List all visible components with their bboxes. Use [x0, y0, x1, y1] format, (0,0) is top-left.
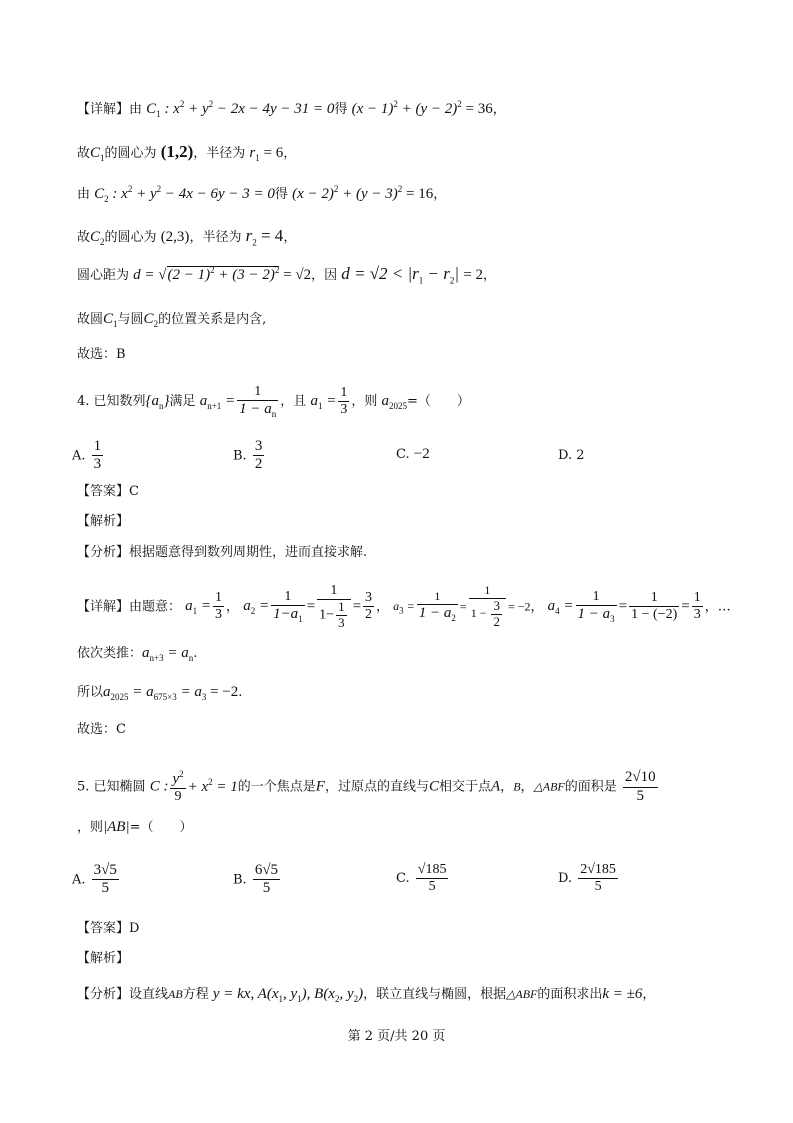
q5-option-a[interactable]: A. $\frac{3√5}{5}$: [72, 862, 117, 897]
q4-answer: 【答案】C: [77, 484, 139, 499]
q4-analysis-heading: 【解析】: [77, 514, 130, 529]
question-5-stem: 5. 已知椭圆 C : $\frac{y^2}{9}$ + $x^2 = 1$的一个焦点是F，过原点的直线与C相交于点A，B，△ABF的面积是 $\frac{2√10}{5}$: [77, 769, 656, 805]
detail-tag: 【详解】: [77, 102, 130, 117]
detail-line-7: 故选：B: [77, 347, 126, 362]
detail-line-1: 【详解】由 $C_1$ : $x^2 + y^2 - 2x - 4y - 31 = 0$得 $(x - 1)^2 + (y - 2)^2 = 36$，: [77, 99, 506, 119]
q4-option-d[interactable]: D. 2: [558, 448, 585, 463]
q5-fenxi: 【分析】设直线AB方程 y = kx, $A(x_1$, $y_1$), $B(x_2$, $y_2$)，联立直线与椭圆，根据△ABF的面积求出k = ±6，: [77, 986, 656, 1004]
page-footer: 第 2 页/共 20 页: [347, 1029, 446, 1044]
q4-option-a[interactable]: A. $\frac{1}{3}$: [72, 438, 102, 473]
detail-line-3: 由 $C_2$ : $x^2 + y^2 - 4x - 6y - 3 = 0$得 $(x - 2)^2 + (y - 3)^2 = 16$，: [77, 184, 447, 204]
q4-cycle-line: 依次类推：$a_{n+3} = a_n$.: [77, 645, 198, 663]
question-5-stem-2: ，则|AB|=（ ）: [77, 819, 193, 835]
detail-line-6: 故圆$C_1$与圆$C_2$的位置关系是内含,: [77, 311, 267, 329]
q4-detail-line: 【详解】由题意： $a_1$ = $\frac{1}{3}$ ， $a_2$ = $\frac{1}{1-a_1}$ = 1 1− $\frac{1}{3}$ = $\frac{3}{2}$ ， $a_3$ = $\frac{1}{1 - a_2}$ = 1 1 − $\frac{3}{2}$ = −2， $a_4$ = $\frac{1}{1 - a_3}$ = $\frac{1}{1 - (-2)}$ = $\frac{1}{3}$ ，…: [77, 583, 731, 631]
q5-analysis-heading: 【解析】: [77, 951, 130, 966]
q4-so-line: 所以$a_{2025} = a_{675\times 3} = a_3 = -2$.: [77, 684, 243, 702]
detail-line-4: 故$C_2$的圆心为 (2,3)，半径为 $r_2 = 4$，: [77, 226, 297, 248]
q4-option-c[interactable]: C. −2: [396, 446, 430, 462]
q4-fenxi: 【分析】根据题意得到数列周期性，进而直接求解.: [77, 545, 368, 560]
question-4-stem: 4. 已知数列$\{a_n\}$满足 $a_{n+1}$ = $\frac{1}{1 - a_n}$ ，且 $a_1$ = $\frac{1}{3}$ ，则 $a_{2025}=$（ ）: [77, 384, 470, 420]
q5-answer: 【答案】D: [77, 921, 140, 936]
detail-line-5: 圆心距为 $d = √(2 - 1)^2 + (3 - 2)^2 = √2$，因 $d = √2 < |r_1 - r_2| = 2$，: [77, 264, 497, 286]
q5-option-d[interactable]: D. $\frac{2√185}{5}$: [558, 862, 616, 895]
detail-line-2: 故$C_1$的圆心为 (1,2)，半径为 $r_1 = 6$，: [77, 142, 297, 163]
q5-option-c[interactable]: C. $\frac{√185}{5}$: [396, 862, 447, 895]
q4-option-b[interactable]: B. $\frac{3}{2}$: [233, 438, 263, 473]
q4-choose: 故选：C: [77, 722, 126, 737]
q5-option-b[interactable]: B. $\frac{6√5}{5}$: [233, 862, 279, 897]
